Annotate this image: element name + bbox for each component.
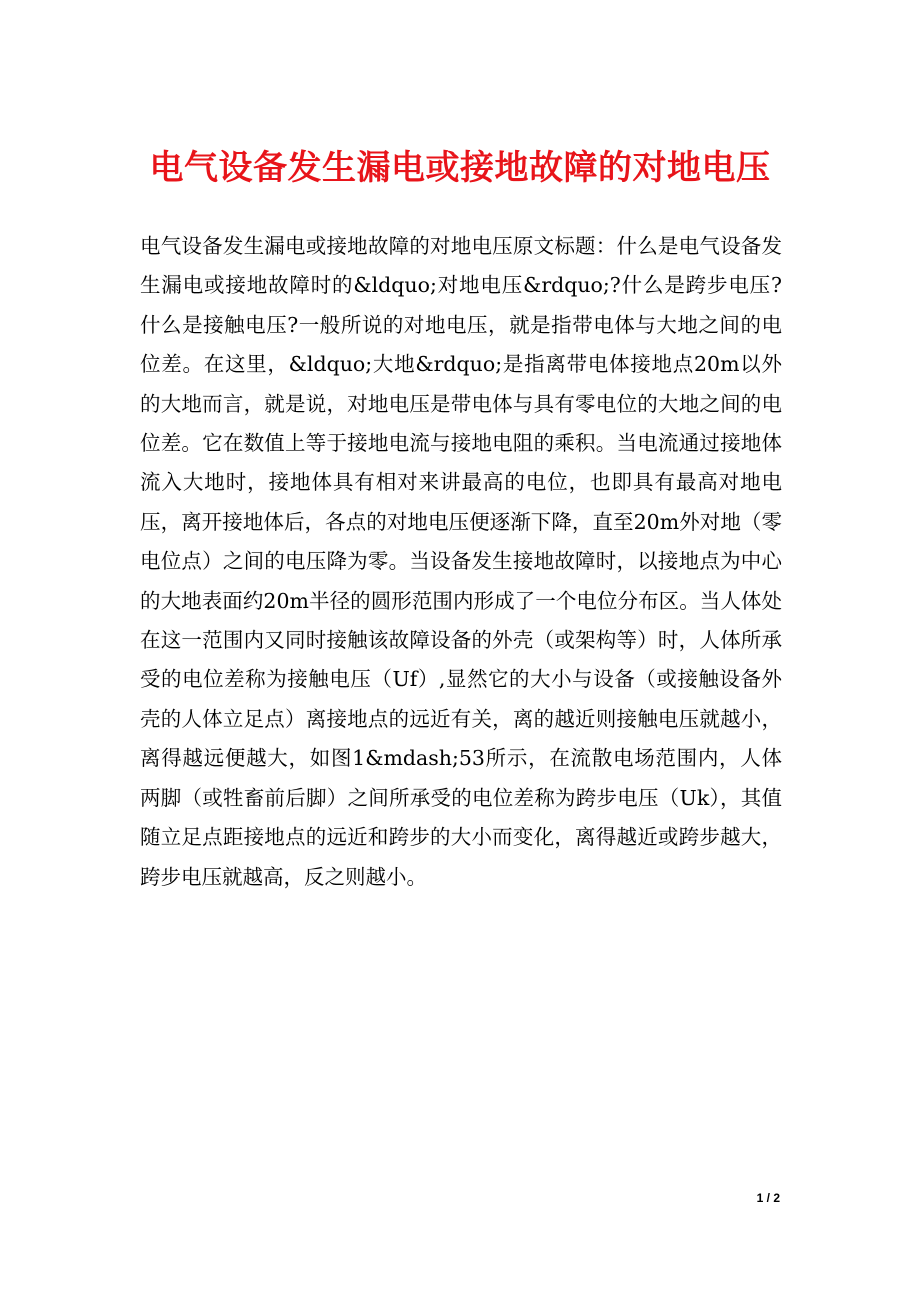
document-title: 电气设备发生漏电或接地故障的对地电压: [149, 148, 771, 188]
document-body-paragraph: 电气设备发生漏电或接地故障的对地电压原文标题：什么是电气设备发生漏电或接地故障时的&ldquo;对地电压&rdquo;?什么是跨步电压?什么是接触电压?一般所说的对地电压，就是指带电体与大地之间的电位差。在这里，&ldquo;大地&rdquo;是指离带电体接地点20m以外的大地而言，就是说，对地电压是带电体与具有零电位的大地之间的电位差。它在数值上等于接地电流与接地电阻的乘积。当电流通过接地体流入大地时，接地体具有相对来讲最高的电位，也即具有最高对地电压，离开接地体后，各点的对地电压便逐渐下降，直至20m外对地（零电位点）之间的电压降为零。当设备发生接地故障时，以接地点为中心的大地表面约20m半径的圆形范围内形成了一个电位分布区。当人体处在这一范围内又同时接触该故障设备的外壳（或架构等）时，人体所承受的电位差称为接触电压（Uf）,显然它的大小与设备（或接触设备外壳的人体立足点）离接地点的远近有关，离的越近则接触电压就越小，离得越远便越大，如图1&mdash;53所示，在流散电场范围内，人体两脚（或牲畜前后脚）之间所承受的电位差称为跨步电压（Uk），其值随立足点距接地点的远近和跨步的大小而变化，离得越近或跨步越大，跨步电压就越高，反之则越小。: [140, 234, 782, 889]
page-number: 1 / 2: [756, 1191, 780, 1205]
